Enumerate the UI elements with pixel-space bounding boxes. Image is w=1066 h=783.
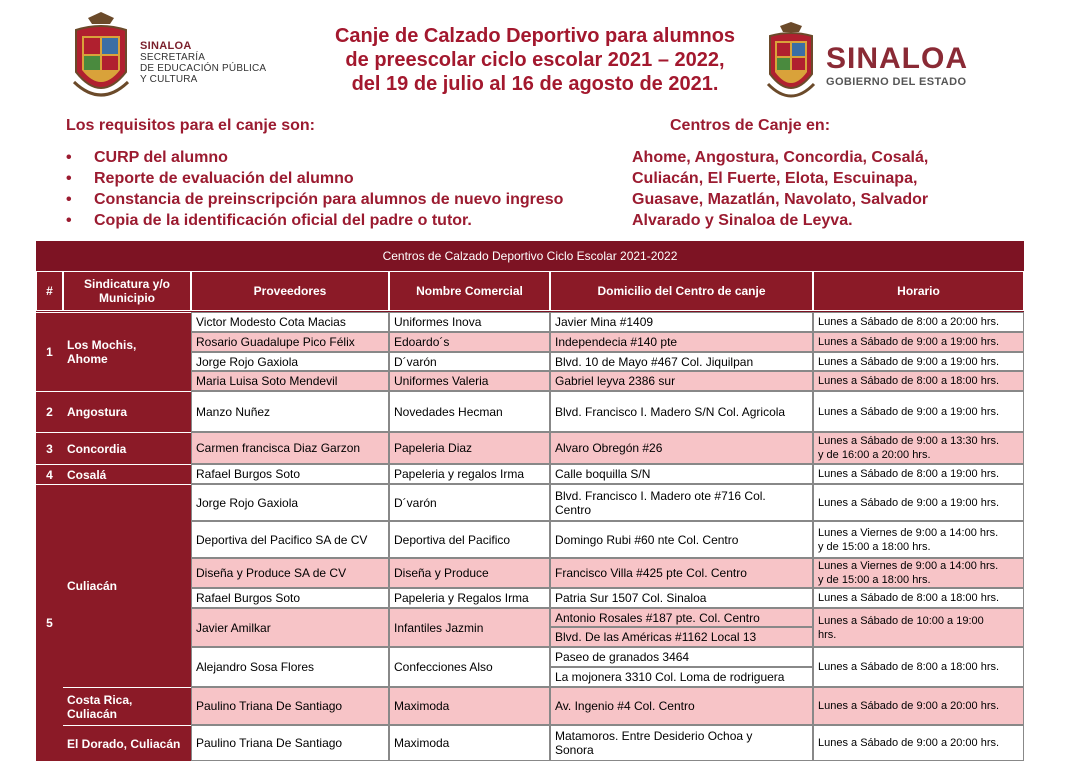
- sep-cultura-logo-text: [140, 41, 266, 85]
- row-number-cell: 4: [36, 464, 63, 484]
- municipality-cell: Costa Rica, Culiacán: [63, 687, 191, 725]
- municipality-cell: Cosalá: [63, 464, 191, 484]
- table-cell-horario: Lunes a Sábado de 9:00 a 19:00 hrs.: [813, 484, 1024, 521]
- table-cell-comercial: D´varón: [389, 352, 550, 371]
- column-header: Proveedores: [191, 271, 389, 311]
- table-cell-domicilio: Gabriel leyva 2386 sur: [550, 371, 813, 391]
- table-cell-horario: Lunes a Sábado de 9:00 a 20:00 hrs.: [813, 687, 1024, 725]
- table-cell-horario: Lunes a Sábado de 8:00 a 18:00 hrs.: [813, 588, 1024, 608]
- table-cell-proveedor: Rafael Burgos Soto: [191, 464, 389, 484]
- table-cell-horario: Lunes a Sábado de 9:00 a 13:30 hrs. y de 16:00 a 20:00 hrs.: [813, 432, 1024, 464]
- table-cell-proveedor: Maria Luisa Soto Mendevil: [191, 371, 389, 391]
- table-cell-domicilio: Patria Sur 1507 Col. Sinaloa: [550, 588, 813, 608]
- table-cell-proveedor: Alejandro Sosa Flores: [191, 647, 389, 687]
- row-number-cell: 3: [36, 432, 63, 464]
- column-header: Horario: [813, 271, 1024, 311]
- logo-line: SINALOA: [140, 40, 192, 52]
- centers-line: Ahome, Angostura, Concordia, Cosalá,: [632, 149, 929, 166]
- list-item: [66, 189, 563, 210]
- table-cell-horario: Lunes a Viernes de 9:00 a 14:00 hrs. y de 15:00 a 18:00 hrs.: [813, 521, 1024, 558]
- list-item: [66, 147, 563, 168]
- table-cell-comercial: Maximoda: [389, 687, 550, 725]
- column-header: Nombre Comercial: [389, 271, 550, 311]
- table-cell-proveedor: Javier Amilkar: [191, 608, 389, 647]
- table-cell-proveedor: Rafael Burgos Soto: [191, 588, 389, 608]
- table-cell-comercial: Papeleria Diaz: [389, 432, 550, 464]
- column-header: #: [36, 271, 63, 311]
- table-cell-horario: Lunes a Sábado de 8:00 a 20:00 hrs.: [813, 312, 1024, 332]
- table-cell-domicilio: Independecia #140 pte: [550, 332, 813, 352]
- table-cell-domicilio: Domingo Rubi #60 nte Col. Centro: [550, 521, 813, 558]
- table-cell-domicilio: Matamoros. Entre Desiderio Ochoa y Sonora: [550, 725, 813, 761]
- logo-subtitle: GOBIERNO DEL ESTADO: [826, 76, 967, 88]
- table-caption: Centros de Calzado Deportivo Ciclo Escolar 2021-2022: [36, 241, 1024, 271]
- requirements-title: Los requisitos para el canje son:: [66, 117, 315, 134]
- centers-title: Centros de Canje en:: [670, 117, 831, 134]
- table-cell-domicilio: Calle boquilla S/N: [550, 464, 813, 484]
- centers-line: Culiacán, El Fuerte, Elota, Escuinapa,: [632, 170, 918, 187]
- table-cell-horario: Lunes a Sábado de 8:00 a 18:00 hrs.: [813, 371, 1024, 391]
- list-item: [66, 210, 563, 231]
- municipality-cell: Los Mochis, Ahome: [63, 312, 191, 391]
- table-cell-comercial: Maximoda: [389, 725, 550, 761]
- column-header: Domicilio del Centro de canje: [550, 271, 813, 311]
- table-cell-comercial: Novedades Hecman: [389, 391, 550, 432]
- logo-line: Y CULTURA: [140, 74, 198, 85]
- table-cell-proveedor: Carmen francisca Diaz Garzon: [191, 432, 389, 464]
- table-cell-proveedor: Jorge Rojo Gaxiola: [191, 484, 389, 521]
- table-cell-domicilio: Francisco Villa #425 pte Col. Centro: [550, 558, 813, 588]
- table-cell-horario: Lunes a Sábado de 8:00 a 19:00 hrs.: [813, 464, 1024, 484]
- page-title: [300, 24, 770, 96]
- row-number-cell: 1: [36, 312, 63, 391]
- table-cell-proveedor: Paulino Triana De Santiago: [191, 687, 389, 725]
- table-cell-horario: Lunes a Sábado de 9:00 a 19:00 hrs.: [813, 332, 1024, 352]
- table-cell-domicilio: La mojonera 3310 Col. Loma de rodriguera: [550, 667, 813, 687]
- table-cell-domicilio: Blvd. Francisco I. Madero S/N Col. Agricola: [550, 391, 813, 432]
- municipality-cell: Concordia: [63, 432, 191, 464]
- centers-line: Guasave, Mazatlán, Navolato, Salvador: [632, 191, 929, 208]
- bullet-icon: •: [66, 170, 72, 187]
- requirements-list: [66, 147, 563, 231]
- table-cell-domicilio: Antonio Rosales #187 pte. Col. Centro: [550, 608, 813, 627]
- table-cell-horario: Lunes a Sábado de 9:00 a 19:00 hrs.: [813, 352, 1024, 371]
- list-item-text: Reporte de evaluación del alumno: [94, 170, 354, 187]
- table-cell-domicilio: Blvd. 10 de Mayo #467 Col. Jiquilpan: [550, 352, 813, 371]
- logo-line: DE EDUCACIÓN PÚBLICA: [140, 63, 267, 74]
- table-cell-domicilio: Alvaro Obregón #26: [550, 432, 813, 464]
- column-header: Sindicatura y/o Municipio: [63, 271, 191, 311]
- title-line: Canje de Calzado Deportivo para alumnos: [334, 25, 736, 47]
- municipality-cell: El Dorado, Culiacán: [63, 725, 191, 761]
- bullet-icon: •: [66, 212, 72, 229]
- list-item-text: CURP del alumno: [94, 149, 228, 166]
- bullet-icon: •: [66, 149, 72, 166]
- table-cell-horario: Lunes a Sábado de 10:00 a 19:00 hrs.: [813, 608, 1024, 647]
- table-cell-comercial: D´varón: [389, 484, 550, 521]
- table-cell-proveedor: Manzo Nuñez: [191, 391, 389, 432]
- centers-list: [632, 147, 928, 231]
- table-cell-comercial: Uniformes Valeria: [389, 371, 550, 391]
- table-cell-proveedor: Victor Modesto Cota Macias: [191, 312, 389, 332]
- bullet-icon: •: [66, 191, 72, 208]
- table-cell-comercial: Diseña y Produce: [389, 558, 550, 588]
- exchange-centers-table: [36, 241, 1024, 761]
- table-cell-domicilio: Blvd. De las Américas #1162 Local 13: [550, 627, 813, 647]
- centers-line: Alvarado y Sinaloa de Leyva.: [632, 212, 853, 229]
- title-line: del 19 de julio al 16 de agosto de 2021.: [351, 73, 719, 95]
- logo-title: SINALOA: [826, 42, 968, 75]
- table-cell-comercial: Uniformes Inova: [389, 312, 550, 332]
- table-cell-proveedor: Rosario Guadalupe Pico Félix: [191, 332, 389, 352]
- table-cell-domicilio: Paseo de granados 3464: [550, 647, 813, 667]
- sinaloa-crest-logo-right: [766, 22, 816, 106]
- table-cell-proveedor: Deportiva del Pacifico SA de CV: [191, 521, 389, 558]
- table-cell-domicilio: Av. Ingenio #4 Col. Centro: [550, 687, 813, 725]
- table-cell-comercial: Edoardo´s: [389, 332, 550, 352]
- table-cell-proveedor: Jorge Rojo Gaxiola: [191, 352, 389, 371]
- municipality-cell: Culiacán: [63, 484, 191, 687]
- table-cell-comercial: Papeleria y Regalos Irma: [389, 588, 550, 608]
- table-cell-comercial: Infantiles Jazmin: [389, 608, 550, 647]
- table-cell-comercial: Papeleria y regalos Irma: [389, 464, 550, 484]
- table-cell-comercial: Confecciones Also: [389, 647, 550, 687]
- table-cell-horario: Lunes a Sábado de 8:00 a 18:00 hrs.: [813, 647, 1024, 687]
- table-cell-horario: Lunes a Sábado de 9:00 a 19:00 hrs.: [813, 391, 1024, 432]
- table-cell-domicilio: Blvd. Francisco I. Madero ote #716 Col. Centro: [550, 484, 813, 521]
- table-cell-proveedor: Paulino Triana De Santiago: [191, 725, 389, 761]
- table-cell-proveedor: Diseña y Produce SA de CV: [191, 558, 389, 588]
- table-cell-comercial: Deportiva del Pacifico: [389, 521, 550, 558]
- table-cell-domicilio: Javier Mina #1409: [550, 312, 813, 332]
- row-number-cell: 2: [36, 391, 63, 432]
- row-number-cell: 5: [36, 484, 63, 761]
- list-item: [66, 168, 563, 189]
- table-cell-horario: Lunes a Sábado de 9:00 a 20:00 hrs.: [813, 725, 1024, 761]
- sinaloa-crest-logo-left: [70, 12, 132, 104]
- gobierno-sinaloa-logo: [826, 44, 968, 88]
- list-item-text: Constancia de preinscripción para alumnos de nuevo ingreso: [94, 191, 564, 208]
- title-line: de preescolar ciclo escolar 2021 – 2022,: [345, 49, 725, 71]
- table-cell-horario: Lunes a Viernes de 9:00 a 14:00 hrs. y de 15:00 a 18:00 hrs.: [813, 558, 1024, 588]
- municipality-cell: Angostura: [63, 391, 191, 432]
- list-item-text: Copia de la identificación oficial del padre o tutor.: [94, 212, 472, 229]
- logo-line: SECRETARÍA: [140, 52, 206, 63]
